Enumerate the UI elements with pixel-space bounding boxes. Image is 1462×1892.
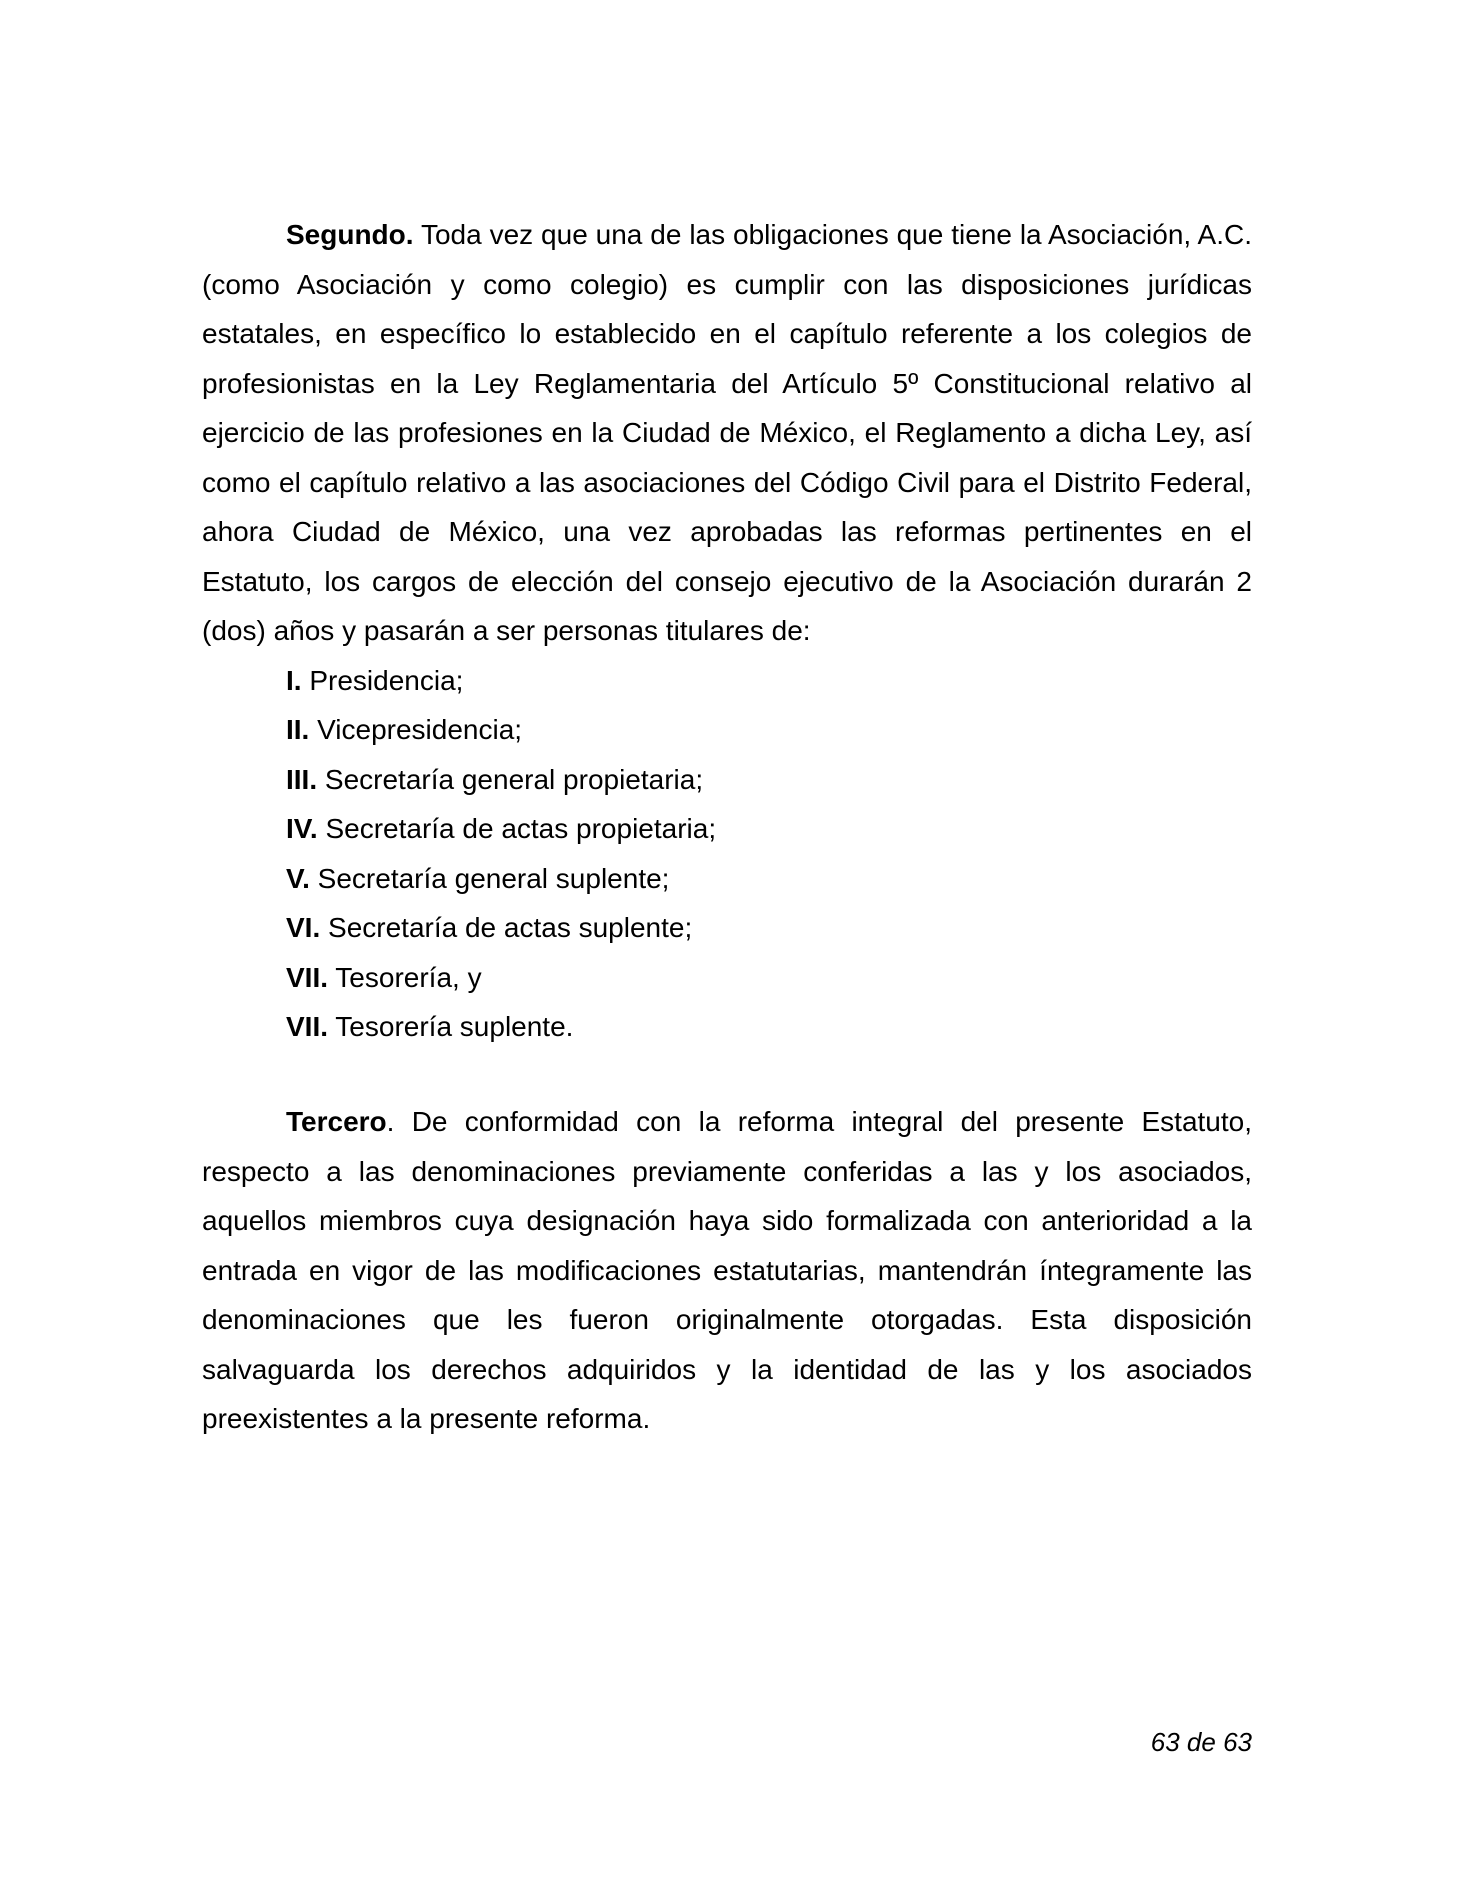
segundo-section <box>202 210 1252 1052</box>
roman-numeral: VII. <box>286 1011 329 1042</box>
roman-numeral: IV. <box>286 813 318 844</box>
list-item-text: Secretaría general propietaria; <box>324 763 704 795</box>
list-item <box>286 705 1252 755</box>
list-item-text: Secretaría de actas propietaria; <box>325 813 717 844</box>
list-item-text: Presidencia; <box>309 664 464 696</box>
list-item <box>286 953 1252 1003</box>
tercero-section <box>202 1097 1252 1444</box>
roman-numeral: II. <box>286 714 310 745</box>
list-item-text: Tesorería, y <box>335 961 482 993</box>
segundo-label: Segundo. <box>286 219 414 250</box>
list-item <box>286 656 1252 706</box>
list-item <box>286 755 1252 805</box>
segundo-text: Toda vez que una de las obligaciones que tiene la Asociación, A.C. (como Asociación y como colegio) es cumplir con las disposiciones jurídicas estatales, en específico lo establecido en el capítulo referente a los colegios de profesionistas en la Ley Reglamentaria del Artículo 5º Constitucional relativo al ejercicio de las profesiones en la Ciudad de México, el Reglamento a dicha Ley, así como el capítulo relativo a las asociaciones del Código Civil para el Distrito Federal, ahora Ciudad de México, una vez aprobadas las reformas pertinentes en el Estatuto, los cargos de elección del consejo ejecutivo de la Asociación durarán 2 (dos) años y pasarán a ser personas titulares de: <box>202 219 1252 646</box>
roman-numeral: VI. <box>286 912 321 943</box>
roman-numeral: V. <box>286 862 310 894</box>
roman-numeral: VII. <box>286 961 329 993</box>
tercero-label: Tercero <box>286 1106 387 1137</box>
roman-numeral: III. <box>286 763 318 795</box>
list-item-text: Secretaría general suplente; <box>317 862 670 894</box>
list-item-text: Secretaría de actas suplente; <box>328 912 693 943</box>
list-item <box>286 854 1252 904</box>
list-item <box>286 1002 1252 1052</box>
list-item <box>286 903 1252 953</box>
list-item <box>286 804 1252 854</box>
list-item-text: Tesorería suplente. <box>335 1011 574 1042</box>
page-number: 63 de 63 <box>1150 1727 1252 1757</box>
cargos-list <box>202 656 1252 1052</box>
tercero-text: . De conformidad con la reforma integral del presente Estatuto, respecto a las denominaciones previamente conferidas a las y los asociados, aquellos miembros cuya designación haya sido formalizada con anterioridad a la entrada en vigor de las modificaciones estatutarias, mantendrán íntegramente las denominaciones que les fueron originalmente otorgadas. Esta disposición salvaguarda los derechos adquiridos y la identidad de las y los asociados preexistentes a la presente reforma. <box>202 1106 1252 1434</box>
list-item-text: Vicepresidencia; <box>317 714 523 745</box>
roman-numeral: I. <box>286 664 302 696</box>
segundo-paragraph <box>202 210 1252 656</box>
tercero-paragraph <box>202 1097 1252 1444</box>
